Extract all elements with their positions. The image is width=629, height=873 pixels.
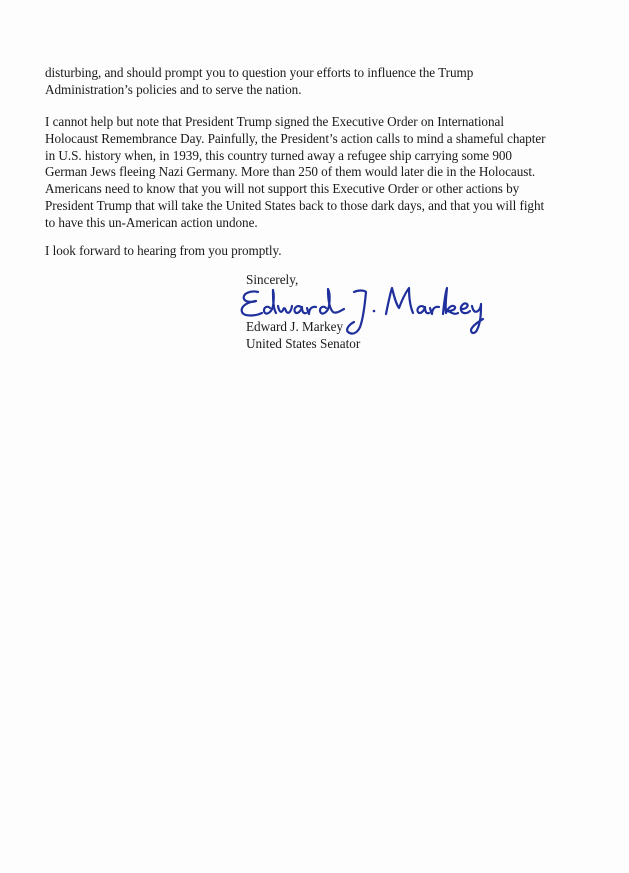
paragraph-line: disturbing, and should prompt you to question your efforts to influence the Trump [45,65,474,80]
paragraph-line: President Trump that will take the United States back to those dark days, and that you will fight [45,197,545,213]
paragraph-closing-request [45,243,565,260]
signer-name: Edward J. Markey [246,319,344,334]
paragraph-line: I cannot help but note that President Trump signed the Executive Order on International [45,114,504,129]
paragraph-line: Americans need to know that you will not support this Executive Order or other actions by [45,181,520,197]
signer-title: United States Senator [246,336,361,351]
paragraph-executive-order [45,114,565,232]
paragraph-line: I look forward to hearing from you promptly. [45,243,282,258]
paragraph-line: to have this un-American action undone. [45,214,258,230]
paragraph-line: Holocaust Remembrance Day. Painfully, the President’s action calls to mind a shameful chapter [45,130,546,146]
paragraph-continuation [45,65,565,99]
paragraph-line: in U.S. history when, in 1939, this country turned away a refugee ship carrying some 900 [45,147,512,163]
paragraph-line: Administration’s policies and to serve the nation. [45,81,302,97]
paragraph-line: German Jews fleeing Nazi Germany. More than 250 of them would later die in the Holocaust. [45,164,536,180]
closing-salutation: Sincerely, [246,272,299,287]
